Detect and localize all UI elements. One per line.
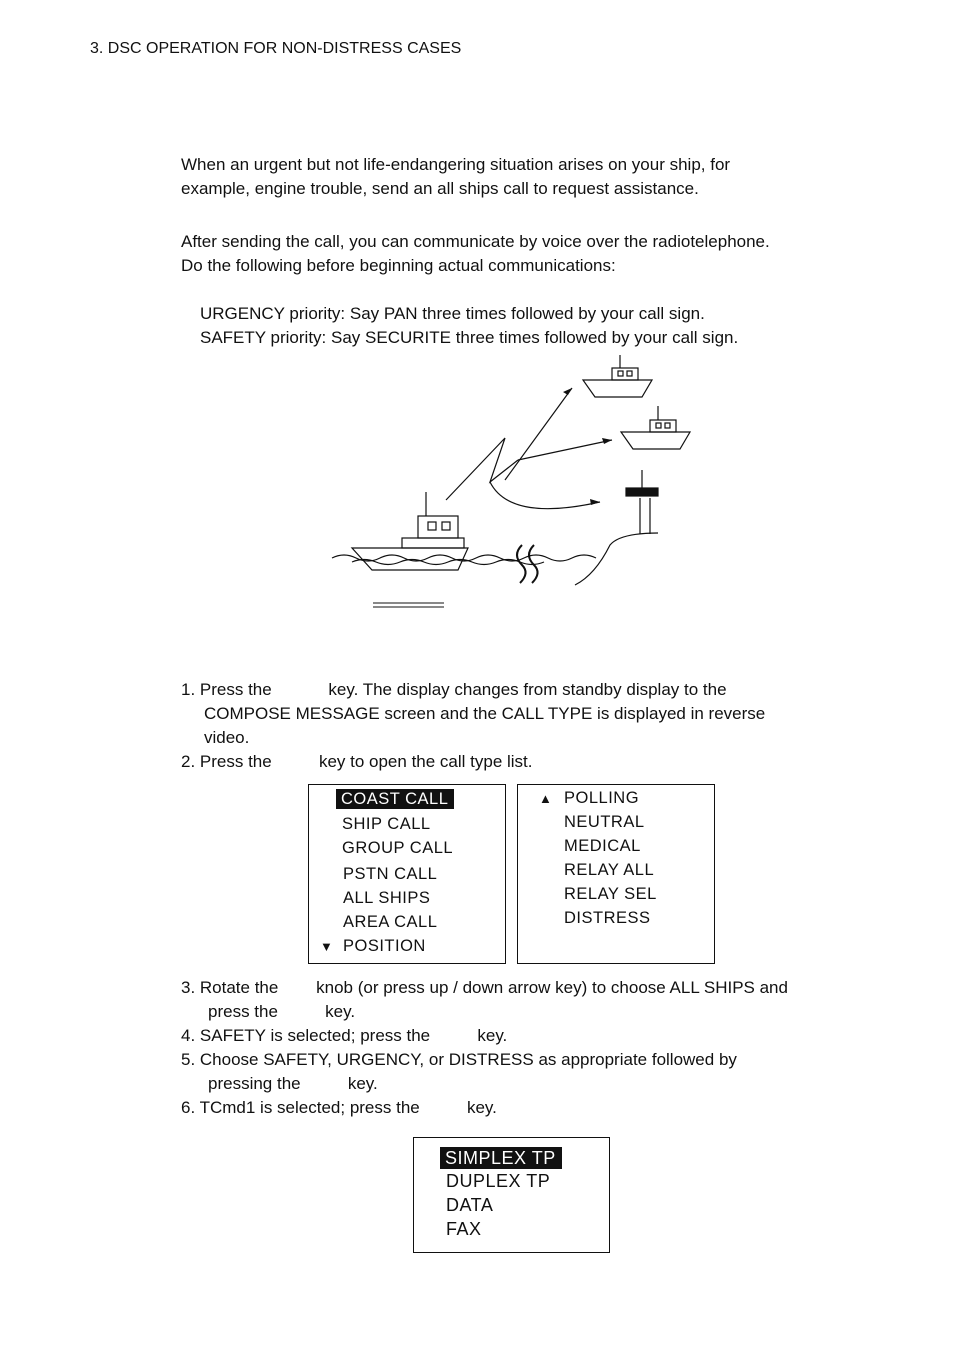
- menu-item-neutral[interactable]: NEUTRAL: [564, 813, 645, 831]
- menu-item-position[interactable]: POSITION: [343, 937, 426, 955]
- step-6-line: 6. TCmd1 is selected; press the key.: [181, 1098, 497, 1117]
- down-triangle-icon: ▼: [320, 939, 334, 954]
- up-triangle-icon: ▲: [539, 791, 553, 806]
- menu-item-relay-all[interactable]: RELAY ALL: [564, 861, 655, 879]
- menu-item-group-call[interactable]: GROUP CALL: [342, 839, 454, 857]
- coast-station-tower: [626, 470, 658, 534]
- all-ships-call-illustration: [0, 0, 954, 660]
- step-1-line-2: COMPOSE MESSAGE screen and the CALL TYPE is displayed in reverse: [204, 704, 766, 723]
- call-type-list-page-1: [308, 784, 506, 964]
- menu-item-fax[interactable]: FAX: [446, 1219, 482, 1239]
- menu-item-all-ships[interactable]: ALL SHIPS: [343, 889, 431, 907]
- intro-line-1: When an urgent but not life-endangering situation arises on your ship, for: [181, 155, 731, 174]
- steps-3-6: [181, 976, 788, 1120]
- call-type-list-page-2: [517, 784, 715, 964]
- menu-item-area-call[interactable]: AREA CALL: [343, 913, 438, 931]
- safety-priority-line: SAFETY priority: Say SECURITE three times followed by your call sign.: [200, 328, 739, 347]
- step-5-line-2: pressing the key.: [208, 1074, 378, 1093]
- menu-item-relay-sel[interactable]: RELAY SEL: [564, 885, 657, 903]
- step-2-line: 2. Press the key to open the call type list.: [181, 752, 533, 771]
- steps-1-2: [181, 678, 765, 774]
- menu-item-duplex-tp[interactable]: DUPLEX TP: [446, 1171, 551, 1191]
- step-3-line-1: 3. Rotate the knob (or press up / down arrow key) to choose ALL SHIPS and: [181, 978, 788, 997]
- menu-item-simplex-tp[interactable]: SIMPLEX TP: [440, 1147, 562, 1169]
- radio-signal-bolt: [446, 438, 518, 500]
- menu-item-medical[interactable]: MEDICAL: [564, 837, 641, 855]
- running-header: 3. DSC OPERATION FOR NON-DISTRESS CASES: [90, 40, 462, 57]
- after-line-1: After sending the call, you can communicate by voice over the radiotelephone.: [181, 232, 770, 251]
- intro-line-2: example, engine trouble, send an all ships call to request assistance.: [181, 179, 699, 198]
- receiving-ship-1: [583, 355, 652, 397]
- communication-type-list: [413, 1137, 610, 1253]
- menu-item-ship-call[interactable]: SHIP CALL: [342, 815, 431, 833]
- step-5-line-1: 5. Choose SAFETY, URGENCY, or DISTRESS as appropriate followed by: [181, 1050, 737, 1069]
- own-ship: [352, 492, 468, 570]
- step-1-line-1: 1. Press the key. The display changes from standby display to the: [181, 680, 727, 699]
- menu-item-pstn-call[interactable]: PSTN CALL: [343, 865, 438, 883]
- urgency-priority-line: URGENCY priority: Say PAN three times followed by your call sign.: [200, 304, 705, 323]
- menu-item-data[interactable]: DATA: [446, 1195, 494, 1215]
- menu-item-distress[interactable]: DISTRESS: [564, 909, 651, 927]
- menu-item-coast-call[interactable]: COAST CALL: [336, 789, 454, 809]
- after-line-2: Do the following before beginning actual communications:: [181, 256, 616, 275]
- coastline: [575, 533, 658, 585]
- step-1-line-3: video.: [204, 728, 250, 747]
- step-3-line-2: press the key.: [208, 1002, 356, 1021]
- receiving-ship-2: [621, 406, 690, 449]
- menu-item-polling[interactable]: POLLING: [564, 789, 640, 807]
- step-4-line: 4. SAFETY is selected; press the key.: [181, 1026, 508, 1045]
